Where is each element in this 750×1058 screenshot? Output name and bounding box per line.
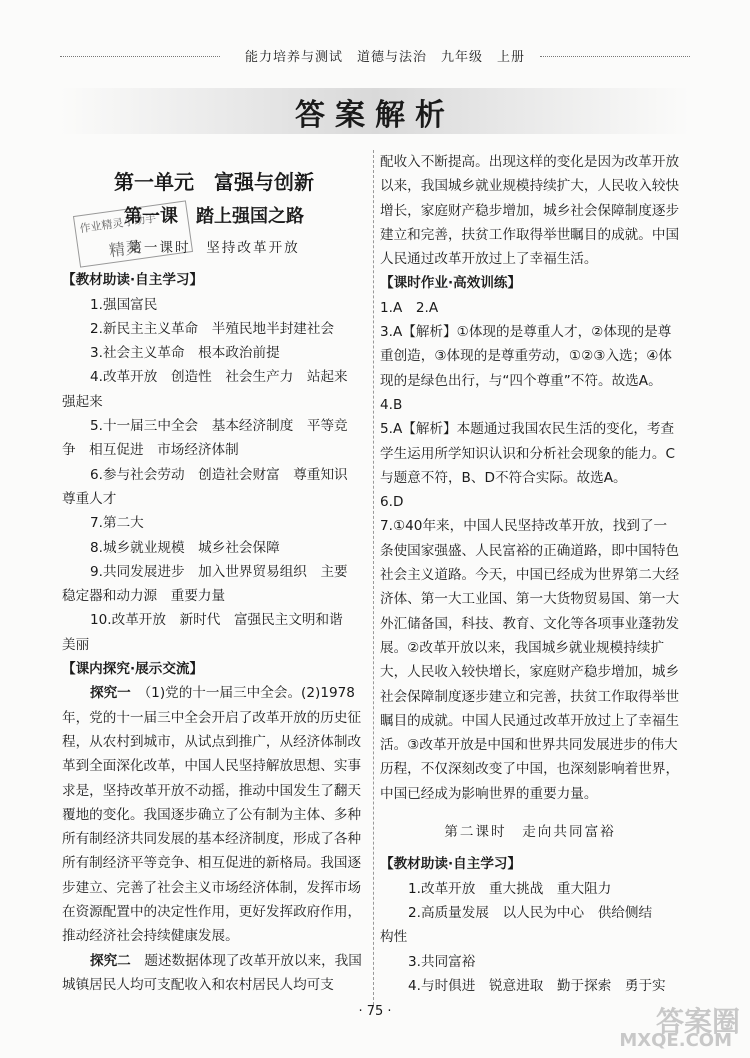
page-title: 答案解析	[295, 98, 455, 133]
answer-line: 3.社会主义革命 根本政治前提	[90, 345, 280, 362]
explore-label: 探究一	[90, 685, 131, 702]
answer-line: 1.改革开放 重大挑战 重大阻力	[408, 880, 612, 897]
lesson-heading: 第一课 踏上强国之路	[124, 206, 304, 227]
header-text: 能力培养与测试 道德与法治 九年级 上册	[244, 50, 525, 65]
answer-line: 7.①40年来，中国人民坚持改革开放，找到了一条使国家强盛、人民富裕的正确道路，即中国特色社会主义道路。今天，中国已经成为世界第二大经济体、第一大工业国、第一大货物贸易国、第一大外汇储备国，科技、教育、文化等各项事业蓬勃发展。②改革开放以来，我国城乡就业规模持续扩大，人民收入较快增长，家庭财产稳步增加，城乡社会保障制度逐步建立和完善，扶贫工作取得举世瞩目的成就。中国人民通过改革开放过上了幸福生活。③改革开放是中国和世界共同发展进步的伟大历程，不仅深刻改变了中国，也深刻影响着世界，中国已经成为影响世界的重要力量。	[380, 518, 680, 802]
left-column	[62, 162, 366, 997]
answer-line: 3.A【解析】①体现的是尊重人才，②体现的是尊重创造，③体现的是尊重劳动，①②③入选；④体现的是绿色出行，与“四个尊重”不符。故选A。	[380, 324, 673, 389]
answer-line: 5.A【解析】本题通过我国农民生活的变化，考查学生运用所学知识认识和分析社会现象的能力。C与题意不符，B、D不符合实际。故选A。	[380, 421, 675, 486]
explore-text: 题述数据体现了改革开放以来，我国城镇居民人均可支配收入和农村居民人均可支	[62, 952, 362, 993]
answer-line: 1.强国富民	[90, 296, 158, 313]
class-heading: 第二课时 走向共同富裕	[444, 824, 616, 841]
column-divider	[373, 150, 374, 1005]
explore-paragraph	[62, 681, 366, 948]
answer-line: 10.改革开放 新时代 富强民主文明和谐	[90, 612, 343, 629]
title-banner	[60, 88, 690, 134]
answer-line: 7.第二大	[90, 515, 144, 532]
watermark-logo: 答案圈	[655, 1005, 740, 1038]
running-header	[60, 46, 690, 66]
unit-heading: 第一单元 富强与创新	[114, 170, 314, 194]
answer-line: 6.参与社会劳动 创造社会财富 尊重知识	[90, 466, 348, 483]
header-rule-right	[540, 56, 690, 57]
answer-line: 3.共同富裕	[408, 953, 476, 970]
answer-line: 6.D	[380, 494, 404, 511]
page-number: · 75 ·	[358, 1004, 392, 1019]
answer-line: 8.城乡就业规模 城乡社会保障	[90, 539, 280, 556]
answer-line: 1.A 2.A	[380, 299, 439, 316]
explore-label: 探究二	[90, 952, 131, 969]
answer-line: 争 相互促进 市场经济体制	[62, 442, 239, 459]
stamp-line1: 作业精灵小助手	[78, 211, 157, 236]
section-heading: 【课内探究·展示交流】	[62, 661, 204, 678]
right-column	[380, 150, 680, 998]
answer-line: 美丽	[62, 636, 90, 653]
answer-line: 尊重人才	[62, 490, 117, 507]
section-heading: 【教材助读·自主学习】	[62, 272, 204, 289]
stamp-line2: 精灵	[107, 237, 143, 261]
section-heading: 【课时作业·高效训练】	[380, 275, 522, 292]
answer-line: 稳定器和动力源 重要力量	[62, 588, 226, 605]
watermark-url: MXQE.COM	[619, 1030, 732, 1051]
answer-line: 4.B	[380, 396, 403, 413]
answer-line: 5.十一届三中全会 基本经济制度 平等竞	[90, 418, 348, 435]
answer-line: 强起来	[62, 393, 103, 410]
continued-paragraph: 配收入不断提高。出现这样的变化是因为改革开放以来，我国城乡就业规模持续扩大，人民收入较快增长，家庭财产稳步增加，城乡社会保障制度逐步建立和完善，扶贫工作取得举世瞩目的成就。中国人民通过改革开放过上了幸福生活。	[380, 154, 680, 268]
class-heading: 第一课时 坚持改革开放	[128, 240, 300, 256]
answer-line: 2.高质量发展 以人民为中心 供给侧结	[408, 904, 653, 921]
explore-text: （1)党的十一届三中全会。(2)1978年，党的十一届三中全会开启了改革开放的历史征程，从农村到城市，从试点到推广，从经济体制改革到全面深化改革，中国人民坚持解放思想、实事求是，坚持改革开放不动摇，推动中国发生了翻天覆地的变化。我国逐步确立了公有制为主体、多种所有制经济共同发展的基本经济制度，形成了各种所有制经济平等竞争、相互促进的新格局。我国逐步建立、完善了社会主义市场经济体制，发挥市场在资源配置中的决定性作用，更好发挥政府作用，推动经济社会持续健康发展。	[62, 685, 362, 945]
answer-line: 构性	[380, 929, 408, 946]
answer-line: 4.改革开放 创造性 社会生产力 站起来	[90, 369, 348, 386]
answer-line: 2.新民主主义革命 半殖民地半封建社会	[90, 320, 335, 337]
answer-line: 9.共同发展进步 加入世界贸易组织 主要	[90, 563, 348, 580]
header-rule-left	[60, 56, 220, 57]
section-heading: 【教材助读·自主学习】	[380, 856, 522, 873]
answer-line: 4.与时俱进 锐意进取 勤于探索 勇于实	[408, 977, 666, 994]
explore-paragraph	[62, 949, 366, 998]
